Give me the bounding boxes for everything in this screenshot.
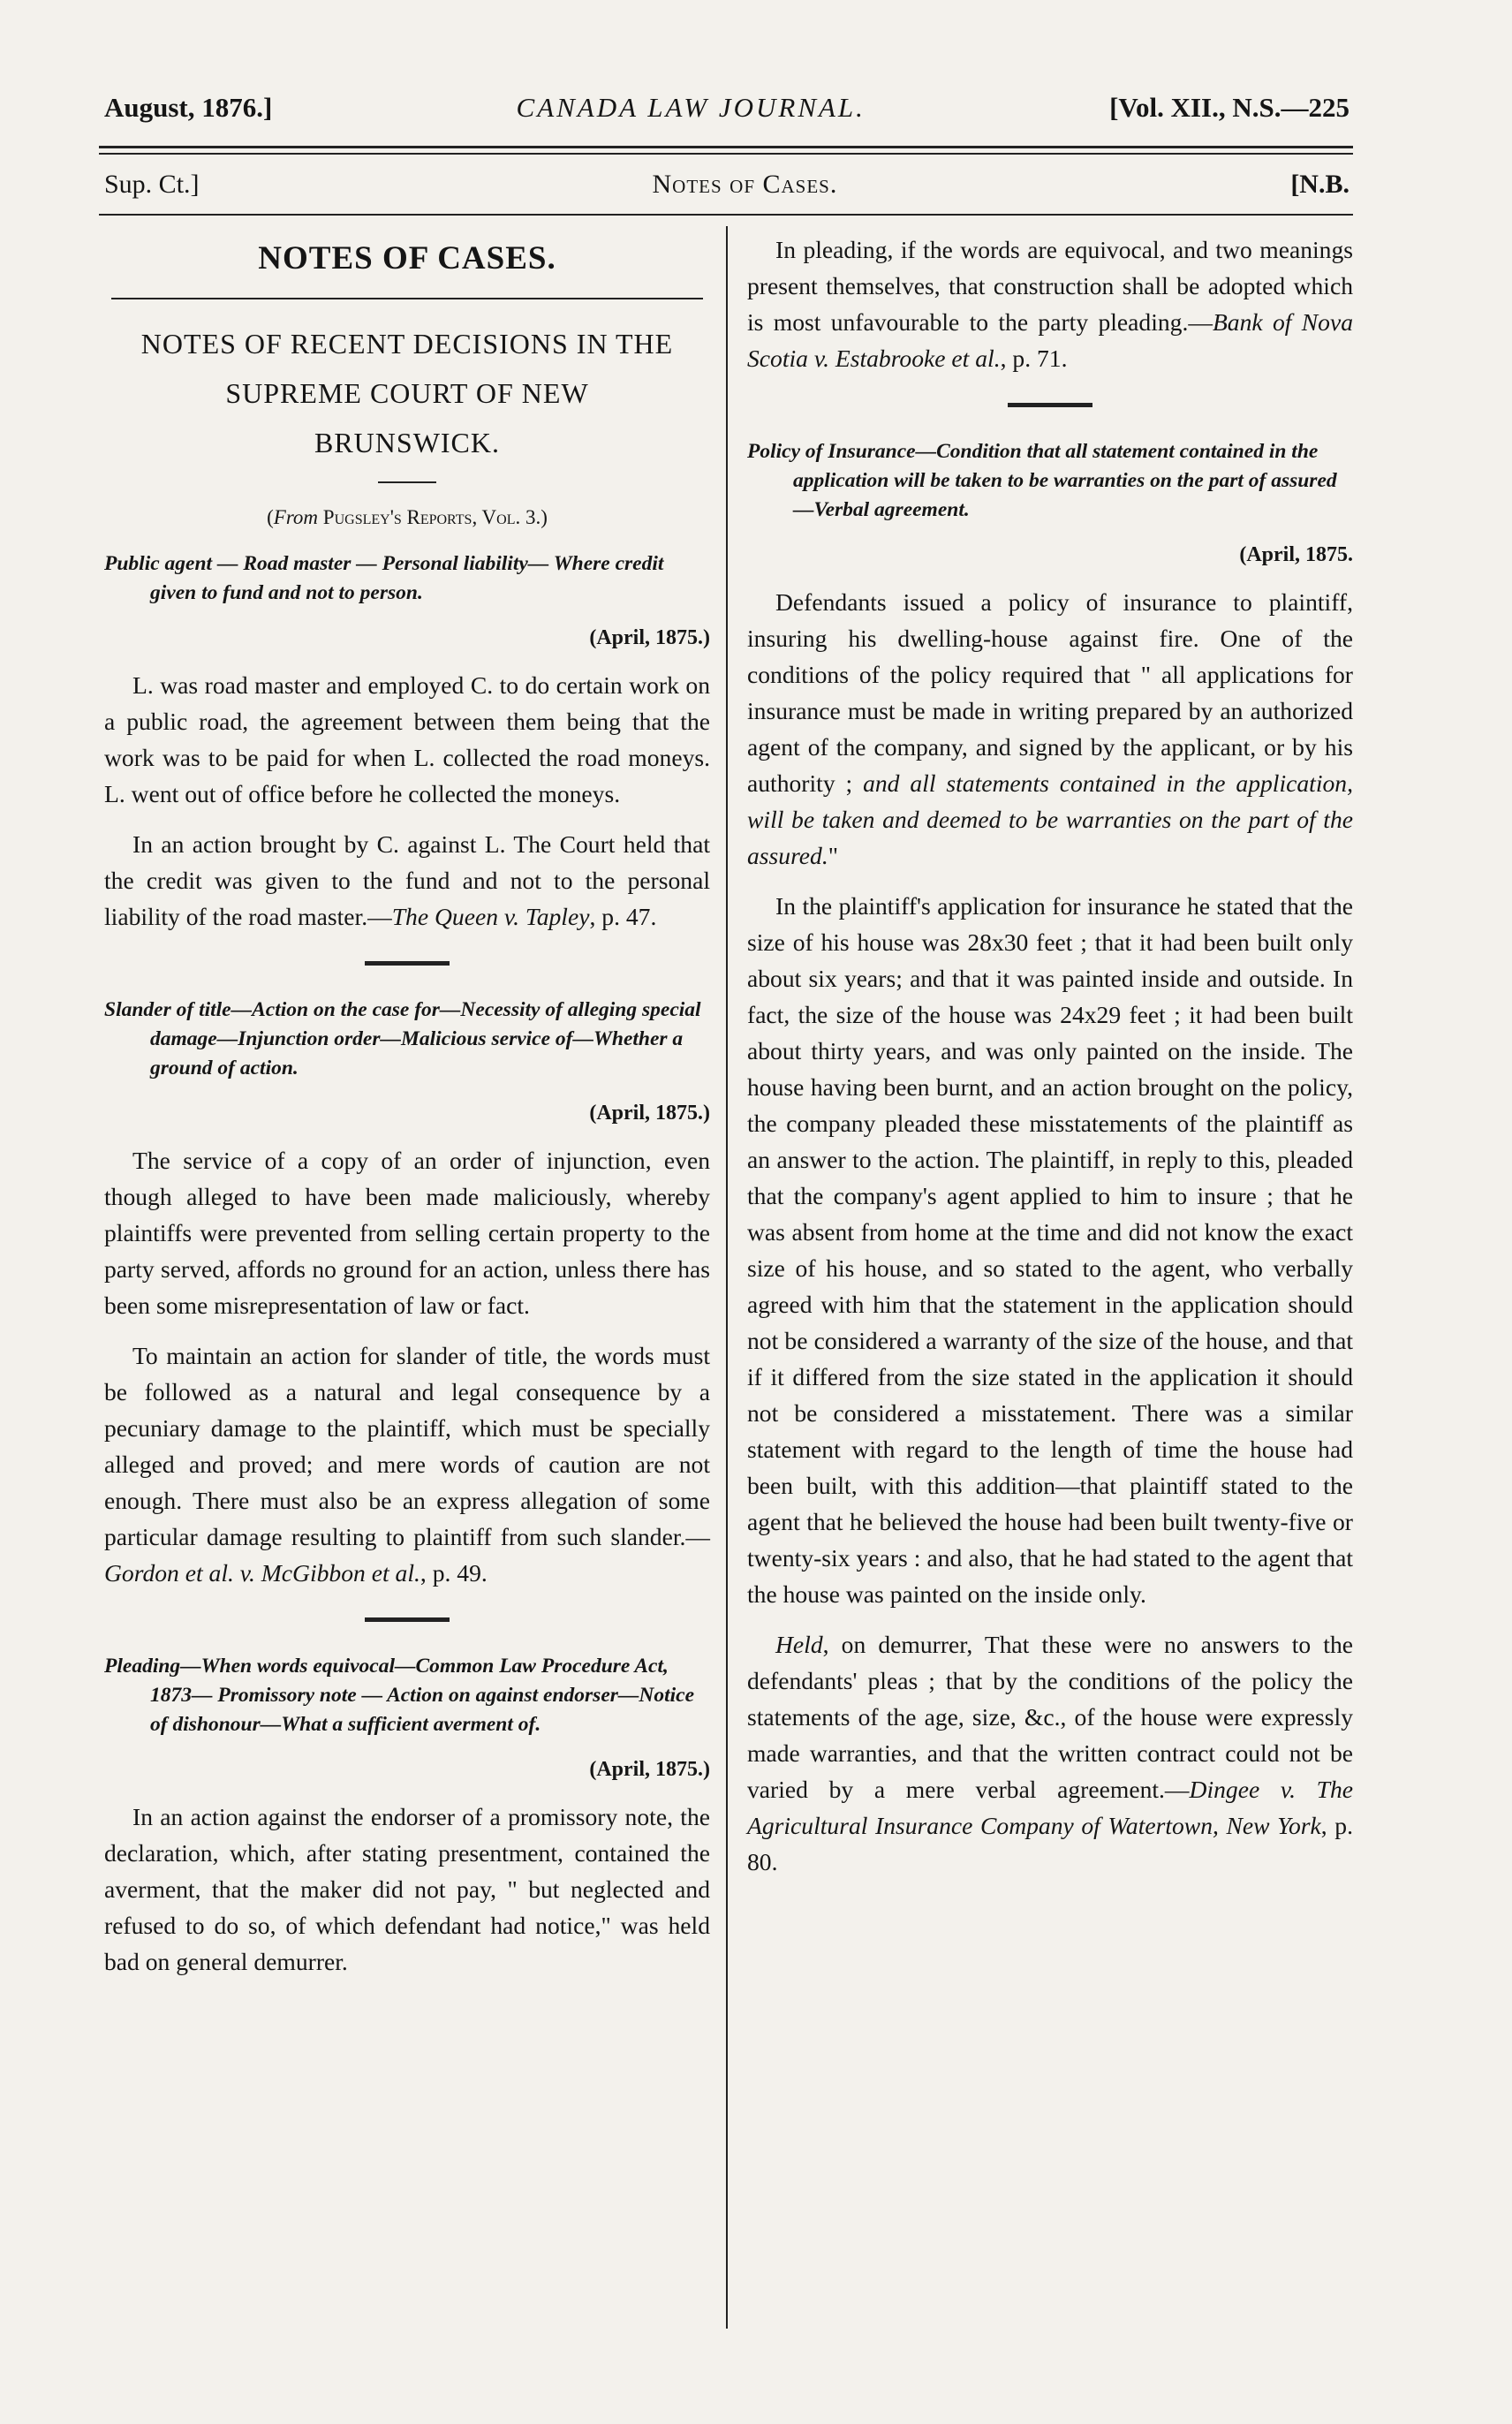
case-citation: Bank of Nova Scotia v. Estabrooke et al. xyxy=(747,308,1354,372)
case-date: (April, 1875. xyxy=(1239,543,1353,566)
closing-quote: " xyxy=(828,842,838,869)
case-paragraph: The service of a copy of an order of injunction, even though alleged to have been made maliciously, whereby plaintiffs were prevented from selling certain property to the party served, affords no ground for an action, unless there has been some misrepresentation of law or fact. xyxy=(104,1147,710,1319)
section-head xyxy=(104,170,1349,200)
paragraph-text: Defendants issued a policy of insurance to plaintiff, insuring his dwelling-house against fire. One of the conditions of the policy required that " all applications for insurance must be made in writing prepared by an authorized agent of the company, and signed by the applicant, or by his authority ; xyxy=(747,588,1353,797)
header-rule xyxy=(99,146,1353,148)
paragraph-text: In pleading, if the words are equivocal, and two meanings present themselves, that construction shall be adopted which is most unfavourable to the party pleading.— xyxy=(747,236,1353,336)
case-paragraph xyxy=(747,584,1353,874)
section-rule xyxy=(99,214,1353,216)
case-paragraph xyxy=(104,1337,710,1591)
citation-page: , p. 47. xyxy=(589,903,657,930)
case-separator xyxy=(365,961,450,966)
notes-subtitle xyxy=(104,319,710,467)
paragraph-text: In an action brought by C. against L. The Court held that the credit was given to the fund and not to the personal liability of the road master.— xyxy=(104,830,710,930)
case-paragraph xyxy=(747,231,1353,376)
subtitle-line: NOTES OF RECENT DECISIONS IN THE xyxy=(140,328,674,360)
volume-page: [Vol. XII., N.S.—225 xyxy=(1109,92,1349,123)
case-paragraph: L. was road master and employed C. to do certain work on a public road, the agreement between them being that the work was to be paid for when L. collected the road moneys. L. went out of office before he collected the moneys. xyxy=(104,671,710,807)
header-rule-second xyxy=(99,153,1353,155)
citation-page: , p. 71. xyxy=(1000,345,1068,372)
case-separator xyxy=(365,1617,450,1622)
court-label: Sup. Ct.] xyxy=(104,170,200,199)
title-rule xyxy=(111,298,703,299)
subtitle-line: BRUNSWICK. xyxy=(314,427,500,458)
case-citation: The Queen v. Tapley xyxy=(391,903,590,930)
citation-page: , p. 80. xyxy=(747,1812,1353,1875)
short-dash xyxy=(378,481,436,483)
province-label: [N.B. xyxy=(1290,170,1349,199)
paragraph-text: , on demurrer, That these were no answers to the defendants' pleas ; that by the conditions of the policy the statements of the age, size, &c., of the house were expressly made warranties, and that the written contract could not be varied by a mere verbal agreement.— xyxy=(747,1631,1353,1803)
case-date: (April, 1875.) xyxy=(589,626,710,649)
issue-date: August, 1876.] xyxy=(104,92,273,123)
right-column xyxy=(747,231,1353,1880)
source-prefix: From xyxy=(273,506,319,528)
case-paragraph xyxy=(104,826,710,935)
case-headnote: Slander of title—Action on the case for—Necessity of alleging special damage—Injunction order—Malicious service of—Whether a ground of action. xyxy=(104,998,701,1079)
case-paragraph: In an action against the endorser of a promissory note, the declaration, which, after stating presentment, contained the averment, that the maker did not pay, " but neglected and refused to do so, of which defendant had notice," was held bad on general demurrer. xyxy=(104,1803,710,1975)
case-paragraph xyxy=(747,1626,1353,1880)
case-citation: Gordon et al. v. McGibbon et al. xyxy=(104,1559,420,1587)
subtitle-line: SUPREME COURT OF NEW xyxy=(225,377,589,409)
quoted-condition: and all statements contained in the application, will be taken and deemed to be warranties on the part of the assured. xyxy=(747,769,1354,869)
case-headnote: Pleading—When words equivocal—Common Law Procedure Act, 1873— Promissory note — Action on against endorser—Notice of dishonour—What a sufficient averment of. xyxy=(104,1655,695,1736)
notes-title: NOTES OF CASES. xyxy=(258,240,556,276)
left-column xyxy=(104,231,710,1980)
running-head xyxy=(104,92,1349,124)
case-date: (April, 1875.) xyxy=(589,1102,710,1125)
case-paragraph: In the plaintiff's application for insurance he stated that the size of his house was 28x30 feet ; that it had been built only about six years; and that it was painted inside and outside. In fact, the size of the house was 24x29 feet ; it had been built about thirty years, and was only painted on the inside. The house having been burnt, and an action brought on the policy, the company pleaded these misstatements of the plaintiff as an answer to the action. The plaintiff, in reply to this, pleaded that the company's agent applied to him to insure ; that he was absent from home at the time and did not know the exact size of his house, and so stated to the agent, who verbally agreed with him that the statement in the application should not be considered a warranty of the size of the house, and that if it differed from the size stated in the application it should not be considered a misstatement. There was a similar statement with regard to the length of time the house had been built, with this addition—that plaintiff stated to the agent that he believed the house had been built twenty-five or twenty-six years : and also, that he had stated to the agent that the house was painted on the inside only. xyxy=(747,892,1353,1608)
case-separator xyxy=(1008,403,1092,407)
source-line: (From Pugsley's Reports, Vol. 3.) xyxy=(267,506,548,528)
source-name: Pugsley's Reports, Vol. 3. xyxy=(322,506,541,528)
section-title: Notes of Cases. xyxy=(652,170,838,199)
journal-title: CANADA LAW JOURNAL. xyxy=(516,92,866,123)
held-word: Held xyxy=(775,1631,823,1658)
case-headnote: Public agent — Road master — Personal liability— Where credit given to fund and not to person. xyxy=(104,552,664,604)
paragraph-text: To maintain an action for slander of title, the words must be followed as a natural and legal consequence by a pecuniary damage to the plaintiff, which must be specially alleged and proved; and mere words of caution are not enough. There must also be an express allegation of some particular damage resulting to plaintiff from such slander.— xyxy=(104,1342,710,1550)
case-headnote: Policy of Insurance—Condition that all statement contained in the application will be taken to be warranties on the part of assured—Verbal agreement. xyxy=(747,440,1337,521)
citation-page: , p. 49. xyxy=(420,1559,488,1587)
case-citation: Dingee v. The Agricultural Insurance Company of Watertown, New York xyxy=(747,1776,1354,1839)
column-divider xyxy=(726,226,728,2329)
case-date: (April, 1875.) xyxy=(589,1758,710,1781)
